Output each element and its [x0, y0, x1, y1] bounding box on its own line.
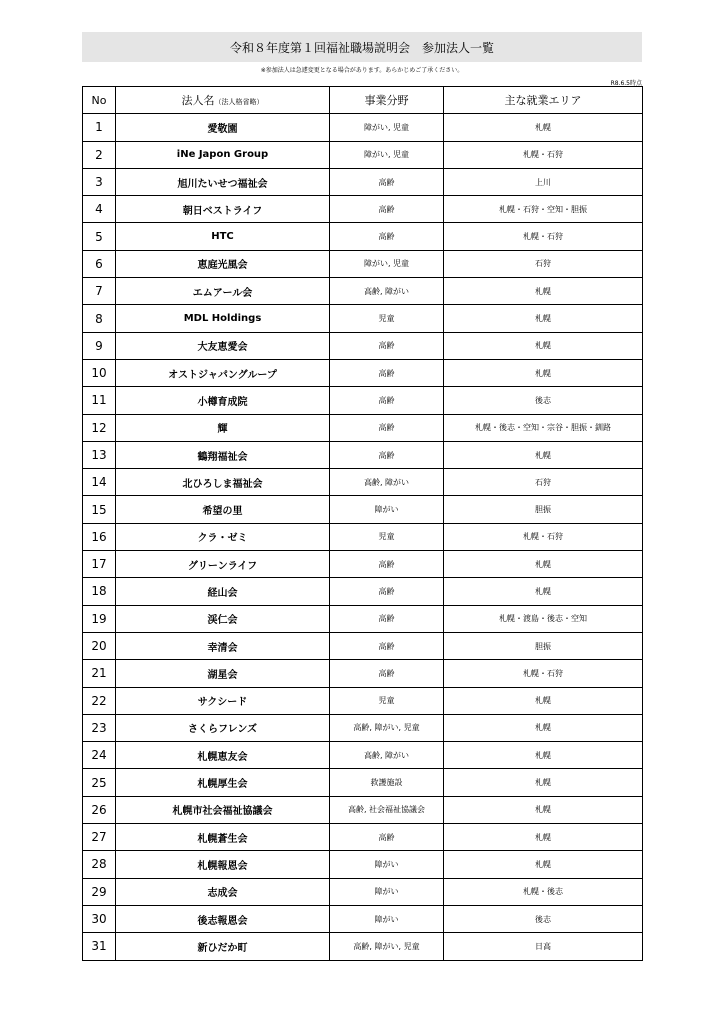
table-row: [83, 824, 643, 851]
table-row: [83, 632, 643, 659]
work-area: 札幌・渡島・後志・空知: [444, 605, 643, 632]
row-number: 31: [83, 933, 116, 960]
row-number: 19: [83, 605, 116, 632]
table-row: [83, 250, 643, 277]
row-number: 12: [83, 414, 116, 441]
row-number: 27: [83, 824, 116, 851]
business-field: 障がい: [330, 878, 444, 905]
table-row: [83, 469, 643, 496]
business-field: 高齢: [330, 387, 444, 414]
work-area: 札幌・後志・空知・宗谷・胆振・釧路: [444, 414, 643, 441]
row-number: 22: [83, 687, 116, 714]
business-field: 障がい: [330, 905, 444, 932]
row-number: 28: [83, 851, 116, 878]
work-area: 札幌: [444, 359, 643, 386]
work-area: 札幌: [444, 441, 643, 468]
corporation-name: 札幌報恩会: [116, 851, 330, 878]
work-area: 札幌・石狩: [444, 523, 643, 550]
table-row: [83, 114, 643, 141]
work-area: 札幌: [444, 578, 643, 605]
business-field: 高齢: [330, 578, 444, 605]
table-row: [83, 359, 643, 386]
corporation-name: 新ひだか町: [116, 933, 330, 960]
table-row: [83, 933, 643, 960]
corporation-name: 渓仁会: [116, 605, 330, 632]
corporation-name: クラ・ゼミ: [116, 523, 330, 550]
work-area: 札幌: [444, 851, 643, 878]
header-name-label: 法人名: [181, 94, 215, 108]
corporation-name: エムアール会: [116, 278, 330, 305]
table-row: [83, 332, 643, 359]
corporation-name: 札幌市社会福祉協議会: [116, 796, 330, 823]
table-row: [83, 796, 643, 823]
work-area: 札幌・石狩: [444, 141, 643, 168]
work-area: 札幌・石狩・空知・胆振: [444, 196, 643, 223]
corporation-name: 北ひろしま福祉会: [116, 469, 330, 496]
header-name: [116, 87, 330, 114]
business-field: 高齢: [330, 168, 444, 195]
corporation-name: 鶴翔福祉会: [116, 441, 330, 468]
table-row: [83, 278, 643, 305]
table-row: [83, 496, 643, 523]
business-field: 高齢, 社会福祉協議会: [330, 796, 444, 823]
row-number: 7: [83, 278, 116, 305]
corporation-name: 札幌厚生会: [116, 769, 330, 796]
business-field: 高齢: [330, 359, 444, 386]
table-row: [83, 305, 643, 332]
work-area: 後志: [444, 387, 643, 414]
change-notice: ※参加法人は急遽変更となる場合があります。あらかじめご了承ください。: [260, 67, 464, 74]
row-number: 2: [83, 141, 116, 168]
as-of-date: R8.6.5時点: [610, 80, 642, 87]
row-number: 13: [83, 441, 116, 468]
work-area: 札幌: [444, 769, 643, 796]
work-area: 札幌: [444, 551, 643, 578]
row-number: 29: [83, 878, 116, 905]
corporation-name: オストジャパングループ: [116, 359, 330, 386]
table-row: [83, 605, 643, 632]
table-row: [83, 523, 643, 550]
corporation-name: 希望の里: [116, 496, 330, 523]
business-field: 高齢: [330, 660, 444, 687]
work-area: 日高: [444, 933, 643, 960]
row-number: 10: [83, 359, 116, 386]
table-row: [83, 769, 643, 796]
work-area: 札幌: [444, 742, 643, 769]
business-field: 高齢: [330, 441, 444, 468]
header-field: 事業分野: [330, 87, 444, 114]
business-field: 高齢: [330, 414, 444, 441]
work-area: 石狩: [444, 250, 643, 277]
row-number: 1: [83, 114, 116, 141]
corporation-name: 経山会: [116, 578, 330, 605]
business-field: 高齢: [330, 196, 444, 223]
participant-table: [82, 86, 643, 961]
work-area: 後志: [444, 905, 643, 932]
business-field: 高齢: [330, 605, 444, 632]
row-number: 9: [83, 332, 116, 359]
corporation-name: さくらフレンズ: [116, 714, 330, 741]
corporation-name: 札幌恵友会: [116, 742, 330, 769]
table-body: [83, 114, 643, 960]
table-row: [83, 551, 643, 578]
corporation-name: 旭川たいせつ福祉会: [116, 168, 330, 195]
corporation-name: 恵庭光風会: [116, 250, 330, 277]
row-number: 11: [83, 387, 116, 414]
row-number: 14: [83, 469, 116, 496]
business-field: 高齢, 障がい: [330, 742, 444, 769]
corporation-name: 大友恵愛会: [116, 332, 330, 359]
header-area: 主な就業エリア: [444, 87, 643, 114]
row-number: 8: [83, 305, 116, 332]
corporation-name: HTC: [116, 223, 330, 250]
business-field: 児童: [330, 687, 444, 714]
work-area: 札幌: [444, 796, 643, 823]
work-area: 石狩: [444, 469, 643, 496]
row-number: 17: [83, 551, 116, 578]
table-row: [83, 714, 643, 741]
business-field: 高齢, 障がい, 児童: [330, 933, 444, 960]
table-row: [83, 441, 643, 468]
work-area: 札幌: [444, 278, 643, 305]
row-number: 26: [83, 796, 116, 823]
business-field: 高齢, 障がい: [330, 278, 444, 305]
business-field: 高齢: [330, 223, 444, 250]
corporation-name: 湖星会: [116, 660, 330, 687]
business-field: 障がい: [330, 496, 444, 523]
work-area: 胆振: [444, 632, 643, 659]
corporation-name: 輝: [116, 414, 330, 441]
title-bar: [82, 32, 642, 62]
work-area: 札幌: [444, 305, 643, 332]
business-field: 児童: [330, 305, 444, 332]
business-field: 障がい, 児童: [330, 114, 444, 141]
table-row: [83, 168, 643, 195]
business-field: 高齢: [330, 824, 444, 851]
business-field: 高齢: [330, 332, 444, 359]
business-field: 障がい, 児童: [330, 141, 444, 168]
row-number: 30: [83, 905, 116, 932]
corporation-name: 後志報恩会: [116, 905, 330, 932]
business-field: 高齢: [330, 551, 444, 578]
page-title: 令和８年度第１回福祉職場説明会 参加法人一覧: [229, 40, 494, 55]
table-row: [83, 878, 643, 905]
header-no: No: [83, 87, 116, 114]
business-field: 高齢, 障がい, 児童: [330, 714, 444, 741]
work-area: 札幌・石狩: [444, 660, 643, 687]
header-name-note: （法人格省略）: [214, 98, 264, 107]
work-area: 札幌・後志: [444, 878, 643, 905]
table-row: [83, 851, 643, 878]
business-field: 障がい, 児童: [330, 250, 444, 277]
business-field: 障がい: [330, 851, 444, 878]
table-row: [83, 414, 643, 441]
business-field: 児童: [330, 523, 444, 550]
work-area: 札幌: [444, 824, 643, 851]
corporation-name: 幸清会: [116, 632, 330, 659]
business-field: 高齢, 障がい: [330, 469, 444, 496]
row-number: 24: [83, 742, 116, 769]
row-number: 3: [83, 168, 116, 195]
business-field: 救護施設: [330, 769, 444, 796]
table-row: [83, 387, 643, 414]
row-number: 6: [83, 250, 116, 277]
corporation-name: MDL Holdings: [116, 305, 330, 332]
work-area: 札幌: [444, 714, 643, 741]
row-number: 15: [83, 496, 116, 523]
table-header-row: [83, 87, 643, 114]
table-row: [83, 196, 643, 223]
row-number: 18: [83, 578, 116, 605]
row-number: 25: [83, 769, 116, 796]
row-number: 5: [83, 223, 116, 250]
row-number: 23: [83, 714, 116, 741]
corporation-name: 朝日ベストライフ: [116, 196, 330, 223]
work-area: 上川: [444, 168, 643, 195]
row-number: 21: [83, 660, 116, 687]
row-number: 16: [83, 523, 116, 550]
corporation-name: サクシード: [116, 687, 330, 714]
table-row: [83, 223, 643, 250]
work-area: 札幌: [444, 114, 643, 141]
corporation-name: 志成会: [116, 878, 330, 905]
business-field: 高齢: [330, 632, 444, 659]
table-row: [83, 905, 643, 932]
table-row: [83, 141, 643, 168]
corporation-name: 札幌蒼生会: [116, 824, 330, 851]
row-number: 4: [83, 196, 116, 223]
corporation-name: 愛敬園: [116, 114, 330, 141]
work-area: 札幌・石狩: [444, 223, 643, 250]
table-row: [83, 687, 643, 714]
corporation-name: グリーンライフ: [116, 551, 330, 578]
work-area: 胆振: [444, 496, 643, 523]
row-number: 20: [83, 632, 116, 659]
work-area: 札幌: [444, 332, 643, 359]
corporation-name: 小樽育成院: [116, 387, 330, 414]
corporation-name: iNe Japon Group: [116, 141, 330, 168]
table-row: [83, 742, 643, 769]
table-row: [83, 660, 643, 687]
table-row: [83, 578, 643, 605]
work-area: 札幌: [444, 687, 643, 714]
